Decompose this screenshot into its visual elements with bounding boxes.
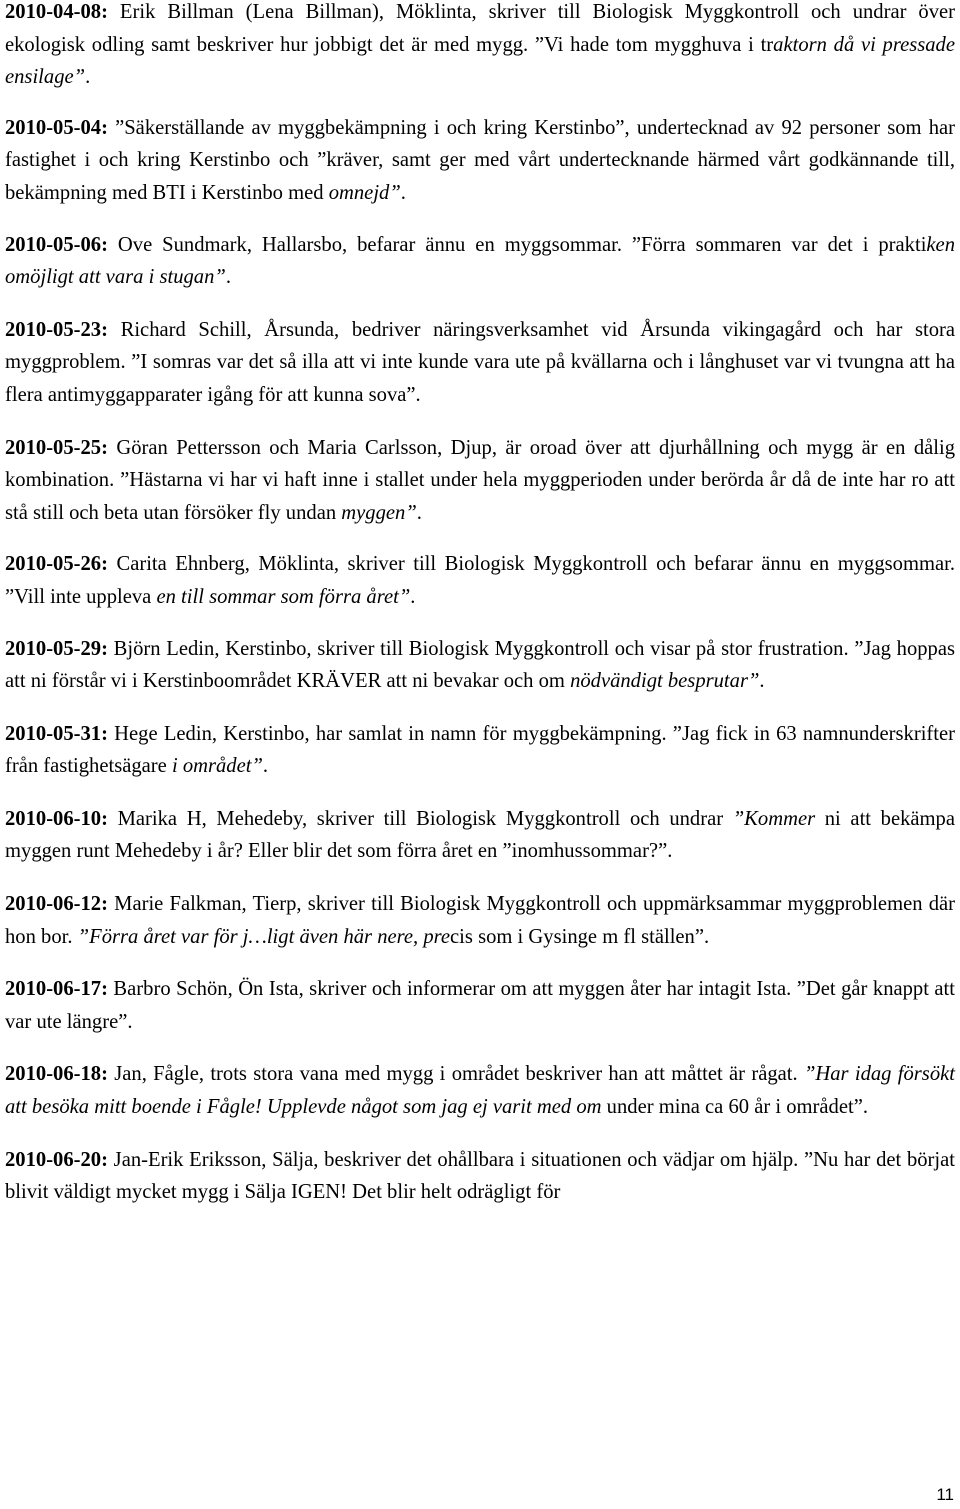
entry-date: 2010-06-17: bbox=[5, 978, 108, 1001]
log-entry bbox=[5, 112, 955, 210]
entry-text-tail: cis som i Gysinge m fl ställen”. bbox=[450, 925, 710, 948]
entry-text: Erik Billman (Lena Billman), Möklinta, skriver till Biologisk Myggkontroll och undrar över ekologisk odling samt beskriver hur jobbigt det är med mygg. ”Vi hade tom mygghuva i tr bbox=[5, 1, 955, 56]
entry-quote-italic: ”Förra året var för j…ligt även här nere, pre bbox=[77, 925, 451, 948]
log-entry bbox=[5, 229, 955, 294]
entry-text-tail: . bbox=[400, 181, 406, 204]
log-entry bbox=[5, 314, 955, 412]
entry-text: Marika H, Mehedeby, skriver till Biologisk Myggkontroll och undrar bbox=[107, 807, 733, 830]
entry-quote-italic: i området” bbox=[171, 755, 263, 778]
entry-quote-italic: en till sommar som förra året” bbox=[156, 585, 411, 608]
entry-text: Jan-Erik Eriksson, Sälja, beskriver det ohållbara i situationen och vädjar om hjälp. ”Nu har det börjat blivit väldigt mycket mygg i Sälja IGEN! Det blir helt odrägligt för bbox=[5, 1148, 955, 1204]
entry-text: Marie Falkman, Tierp, skriver till Biologisk Myggkontroll och uppmärksammar myggproblemen där hon bor. bbox=[5, 893, 955, 948]
entry-date: 2010-05-26: bbox=[5, 553, 108, 576]
entry-text-tail: . bbox=[759, 670, 765, 693]
entry-date: 2010-05-04: bbox=[5, 116, 108, 139]
entry-quote-italic: ”Kommer bbox=[732, 807, 816, 830]
entry-text-tail: ni att bekämpa myggen runt Mehedeby i år? Eller blir det som förra året en ”inomhussommar?”. bbox=[5, 807, 955, 863]
entry-text-tail: . bbox=[416, 501, 422, 524]
entry-text-tail: under mina ca 60 år i området”. bbox=[601, 1096, 868, 1119]
log-entry bbox=[5, 973, 955, 1038]
entry-quote-italic: ken omöjligt att vara i stugan” bbox=[5, 233, 955, 289]
entry-text-tail: . bbox=[262, 755, 269, 778]
entry-text: Björn Ledin, Kerstinbo, skriver till Biologisk Myggkontroll och visar på stor frustration. ”Jag hoppas att ni förstår vi i Kerstinboområdet KRÄVER att ni bevakar och om bbox=[5, 637, 955, 693]
log-entry bbox=[5, 718, 955, 783]
entry-quote-italic: ”Har idag försökt att besöka mitt boende i Fågle! Upplevde något som jag ej varit med om bbox=[5, 1063, 955, 1119]
entry-text: Jan, Fågle, trots stora vana med mygg i området beskriver han att måttet är rågat. bbox=[107, 1063, 804, 1086]
entry-date: 2010-06-10: bbox=[5, 807, 108, 830]
entry-text: Barbro Schön, Ön Ista, skriver och informerar om att myggen åter har intagit Ista. ”Det går knappt att var ute längre”. bbox=[5, 978, 955, 1033]
entry-date: 2010-05-29: bbox=[5, 637, 108, 660]
log-entry bbox=[5, 888, 955, 953]
entry-text: Richard Schill, Årsunda, bedriver näringsverksamhet vid Årsunda vikingagård och har stora myggproblem. ”I somras var det så illa att vi inte kunde vara ute på kvällarna och i långhuset var vi tvungna att ha flera antimyggapparater igång för att kunna sova”. bbox=[5, 318, 955, 406]
log-entry bbox=[5, 1144, 955, 1209]
entry-quote-italic: myggen” bbox=[341, 501, 417, 524]
entry-text-tail: . bbox=[410, 585, 416, 608]
entry-date: 2010-05-25: bbox=[5, 436, 108, 459]
log-entry bbox=[5, 432, 955, 530]
log-entry bbox=[5, 1058, 955, 1123]
entry-text: Hege Ledin, Kerstinbo, har samlat in namn för myggbekämpning. ”Jag fick in 63 namnunderskrifter från fastighetsägare bbox=[5, 722, 955, 778]
entry-text: Carita Ehnberg, Möklinta, skriver till Biologisk Myggkontroll och befarar ännu en myggsommar. ”Vill inte uppleva bbox=[5, 553, 955, 608]
entry-text: ”Säkerställande av myggbekämpning i och kring Kerstinbo”, undertecknad av 92 personer som har fastighet i och kring Kerstinbo och ”kräver, samt ger med vårt undertecknande härmed vårt godkännande till, bekämpning med BTI i Kerstinbo med bbox=[5, 116, 955, 204]
log-entry bbox=[5, 548, 955, 613]
entry-text: Ove Sundmark, Hallarsbo, befarar ännu en myggsommar. ”Förra sommaren var det i prakti bbox=[107, 233, 927, 256]
entry-quote-italic: aktorn då vi pressade ensilage” bbox=[5, 33, 955, 89]
log-entry bbox=[5, 633, 955, 698]
entry-text: Göran Pettersson och Maria Carlsson, Djup, är oroad över att djurhållning och mygg är en dålig kombination. ”Hästarna vi har vi haft inne i stallet under hela myggperioden under berörda år då de inte har ro att stå still och beta utan försöker fly undan bbox=[5, 436, 955, 524]
log-entry bbox=[5, 803, 955, 868]
entry-text-tail: . bbox=[85, 66, 91, 89]
entry-date: 2010-06-18: bbox=[5, 1063, 108, 1086]
entry-date: 2010-05-31: bbox=[5, 722, 108, 745]
entry-date: 2010-05-23: bbox=[5, 318, 108, 341]
entry-date: 2010-06-12: bbox=[5, 893, 108, 916]
page-number: 11 bbox=[936, 1485, 954, 1504]
entry-date: 2010-04-08: bbox=[5, 1, 108, 23]
log-entry bbox=[5, 0, 955, 94]
entry-text-tail: . bbox=[225, 266, 231, 289]
document-page bbox=[5, 0, 955, 1209]
entry-date: 2010-06-20: bbox=[5, 1148, 108, 1171]
entry-date: 2010-05-06: bbox=[5, 233, 108, 256]
entry-quote-italic: nödvändigt besprutar” bbox=[570, 670, 760, 693]
entry-quote-italic: omnejd” bbox=[328, 181, 401, 204]
